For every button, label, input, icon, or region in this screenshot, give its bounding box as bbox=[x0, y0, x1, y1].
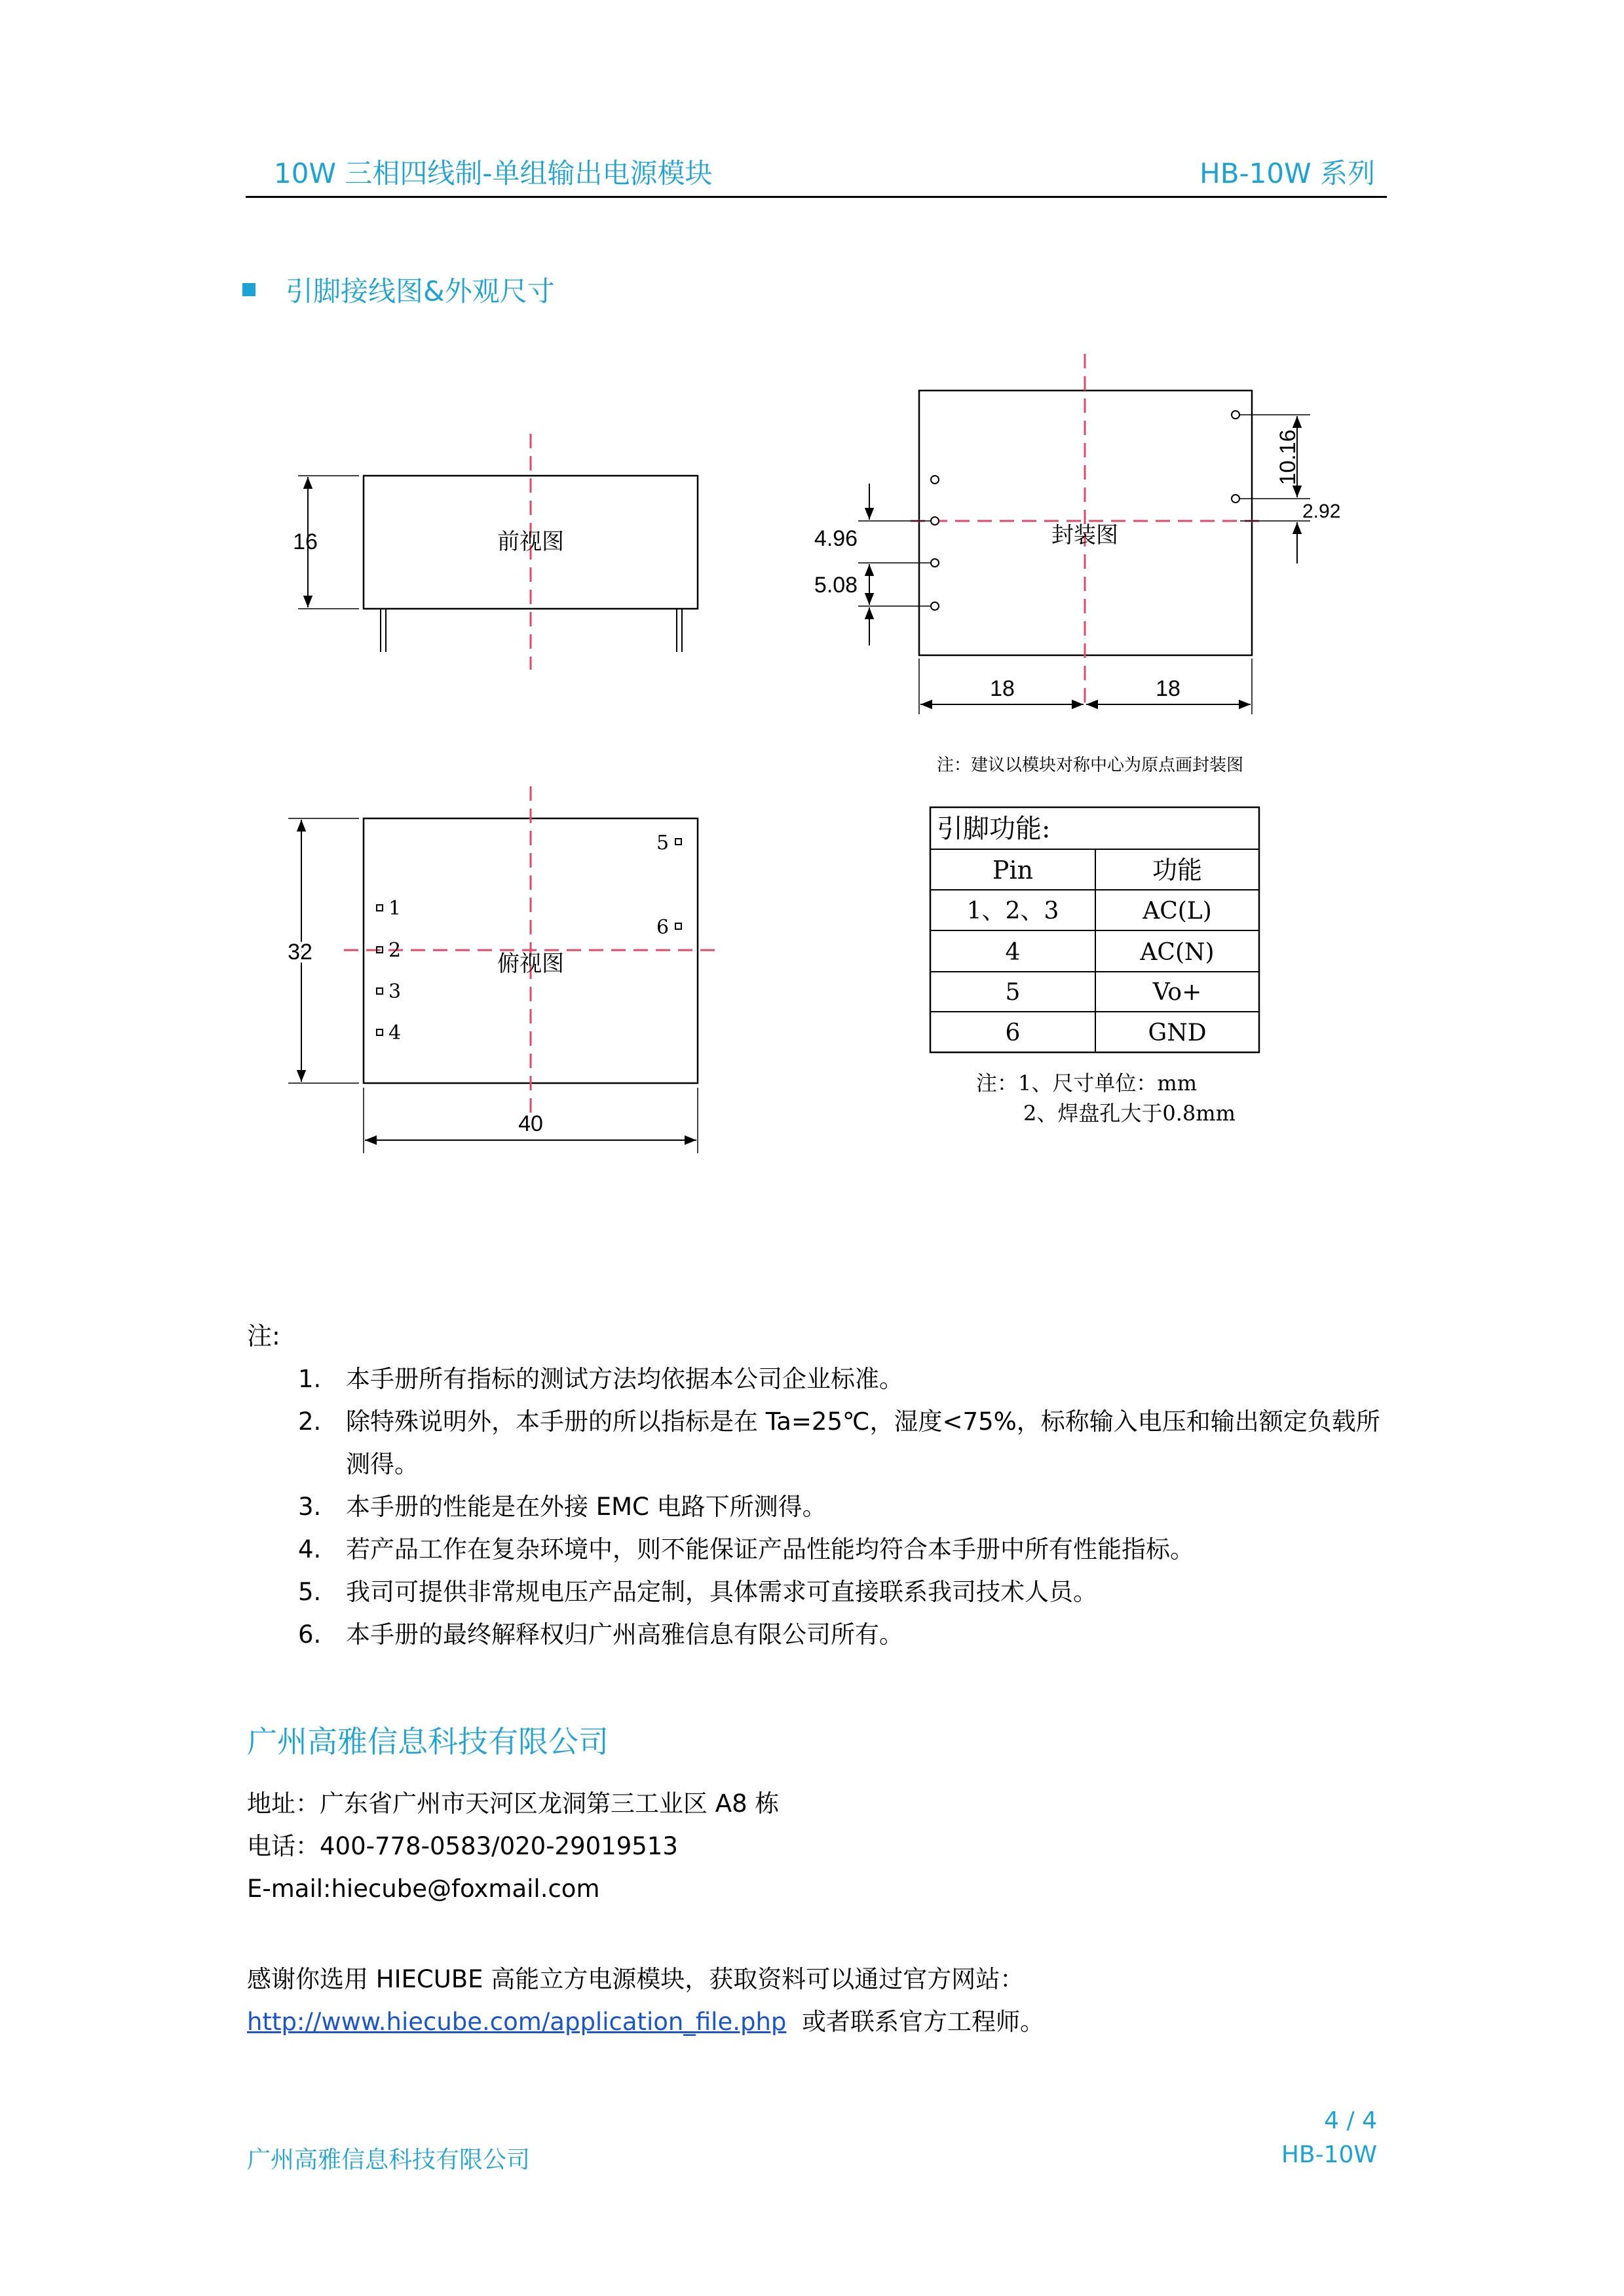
footer-company: 广州高雅信息科技有限公司 bbox=[247, 2147, 531, 2173]
top-pin-6-label: 6 bbox=[656, 916, 670, 939]
top-pin-1-label: 1 bbox=[388, 897, 402, 920]
company-email[interactable]: E-mail:hiecube@foxmail.com bbox=[247, 1875, 600, 1903]
package-pin-2 bbox=[931, 517, 939, 525]
company-phone: 电话：400-778-0583/020-29019513 bbox=[247, 1832, 678, 1860]
list-item-text: 测得。 bbox=[346, 1450, 419, 1478]
website-link[interactable]: http://www.hiecube.com/application_file.php bbox=[247, 2008, 787, 2036]
list-item-text: 我司可提供非常规电压产品定制，具体需求可直接联系我司技术人员。 bbox=[346, 1578, 1097, 1606]
pin-table-note-1: 注：1、尺寸单位：mm bbox=[976, 1071, 1198, 1096]
list-item-number bbox=[298, 1443, 346, 1485]
top-pin-2-label: 2 bbox=[388, 939, 402, 962]
list-item-number: 2. bbox=[298, 1407, 322, 1436]
section-title: 引脚接线图&外观尺寸 bbox=[286, 275, 555, 307]
list-item-text: 本手册的性能是在外接 EMC 电路下所测得。 bbox=[346, 1493, 827, 1521]
pin-table-row-1-pin: 1、2、3 bbox=[966, 898, 1059, 925]
list-item bbox=[298, 1443, 1412, 1485]
right-offset-dim: 2.92 bbox=[1302, 501, 1341, 522]
list-item-number: 1. bbox=[298, 1365, 322, 1393]
pin-table-header-pin: Pin bbox=[992, 856, 1034, 885]
pin-table-row-4-func: GND bbox=[1148, 1020, 1207, 1046]
top-pin-3-pad bbox=[377, 988, 383, 994]
top-pin-5-label: 5 bbox=[656, 832, 670, 854]
package-pin-6 bbox=[1232, 495, 1239, 503]
notes-list bbox=[298, 1358, 1412, 1656]
package-pin-1 bbox=[931, 476, 939, 484]
list-item-text: 本手册所有指标的测试方法均依据本公司企业标准。 bbox=[346, 1365, 903, 1393]
contact-block bbox=[247, 1782, 779, 1910]
list-item-number: 4. bbox=[298, 1535, 322, 1563]
half-width-left-dim: 18 bbox=[990, 676, 1015, 701]
package-view-label: 封装图 bbox=[1051, 522, 1118, 548]
package-view bbox=[814, 354, 1340, 775]
top-pin-4-label: 4 bbox=[388, 1022, 402, 1044]
thanks-link-line bbox=[247, 2000, 1044, 2043]
pin-table-title: 引脚功能: bbox=[937, 814, 1051, 844]
list-item-text: 若产品工作在复杂环境中，则不能保证产品性能均符合本手册中所有性能指标。 bbox=[346, 1535, 1194, 1563]
header-title: 10W 三相四线制-单组输出电源模块 bbox=[274, 157, 713, 189]
footer-model: HB-10W bbox=[1281, 2141, 1377, 2168]
top-height-dim: 32 bbox=[288, 940, 312, 965]
package-note: 注：建议以模块对称中心为原点画封装图 bbox=[937, 756, 1244, 775]
package-pin-3 bbox=[931, 559, 939, 567]
pin-function-table bbox=[930, 807, 1259, 1126]
top-width-dim: 40 bbox=[518, 1111, 543, 1136]
list-item bbox=[298, 1400, 1412, 1443]
pin-table-row-3-pin: 5 bbox=[1005, 979, 1021, 1006]
pin-table-row-4-pin: 6 bbox=[1005, 1020, 1021, 1046]
top-pin-1-pad bbox=[377, 905, 383, 911]
pin-table-row-2-pin: 4 bbox=[1005, 939, 1021, 966]
header-series: HB-10W 系列 bbox=[1199, 157, 1375, 189]
half-width-right-dim: 18 bbox=[1156, 676, 1180, 701]
package-pin-5 bbox=[1232, 411, 1239, 419]
list-item-number: 3. bbox=[298, 1493, 322, 1521]
pin-table-row-2-func: AC(N) bbox=[1140, 939, 1215, 966]
pin-table-note-2: 2、焊盘孔大于0.8mm bbox=[1023, 1101, 1236, 1126]
list-item-text: 除特殊说明外，本手册的所以指标是在 Ta=25℃，湿度<75%，标称输入电压和输出额定负载所 bbox=[346, 1407, 1380, 1436]
list-item-text: 本手册的最终解释权归广州高雅信息有限公司所有。 bbox=[346, 1620, 903, 1649]
top-view-label: 俯视图 bbox=[497, 951, 564, 977]
top-pin-3-label: 3 bbox=[388, 980, 402, 1003]
list-item bbox=[298, 1613, 1412, 1656]
pin-table-row-3-func: Vo+ bbox=[1152, 979, 1202, 1006]
front-height-dim: 16 bbox=[293, 529, 318, 554]
top-pin-6-pad bbox=[675, 923, 681, 929]
right-span-dim: 10.16 bbox=[1275, 429, 1300, 486]
list-item bbox=[298, 1358, 1412, 1400]
notes-title: 注: bbox=[247, 1322, 280, 1350]
footer-page-number: 4 / 4 bbox=[1324, 2107, 1377, 2134]
top-view bbox=[288, 786, 721, 1153]
company-name: 广州高雅信息科技有限公司 bbox=[247, 1724, 609, 1759]
top-pin-4-pad bbox=[377, 1029, 383, 1035]
list-item-number: 5. bbox=[298, 1578, 322, 1606]
package-pin-4 bbox=[931, 602, 939, 610]
front-view bbox=[293, 434, 698, 670]
list-item-number: 6. bbox=[298, 1620, 322, 1649]
pin-table-header-function: 功能 bbox=[1152, 856, 1203, 885]
company-address: 地址：广东省广州市天河区龙洞第三工业区 A8 栋 bbox=[247, 1789, 780, 1818]
list-item bbox=[298, 1528, 1412, 1571]
front-view-label: 前视图 bbox=[497, 529, 564, 555]
pin-table-row-1-func: AC(L) bbox=[1142, 898, 1212, 925]
top-pin-5-pad bbox=[675, 839, 681, 845]
list-item bbox=[298, 1571, 1412, 1613]
thanks-block bbox=[247, 1958, 1044, 2043]
list-item bbox=[298, 1485, 1412, 1528]
pin-spacing-1-dim: 4.96 bbox=[814, 526, 858, 551]
pin-spacing-2-dim: 5.08 bbox=[814, 573, 858, 598]
thanks-line: 感谢你选用 HIECUBE 高能立方电源模块，获取资料可以通过官方网站： bbox=[247, 1965, 1025, 1993]
thanks-suffix: 或者联系官方工程师。 bbox=[801, 2008, 1044, 2036]
